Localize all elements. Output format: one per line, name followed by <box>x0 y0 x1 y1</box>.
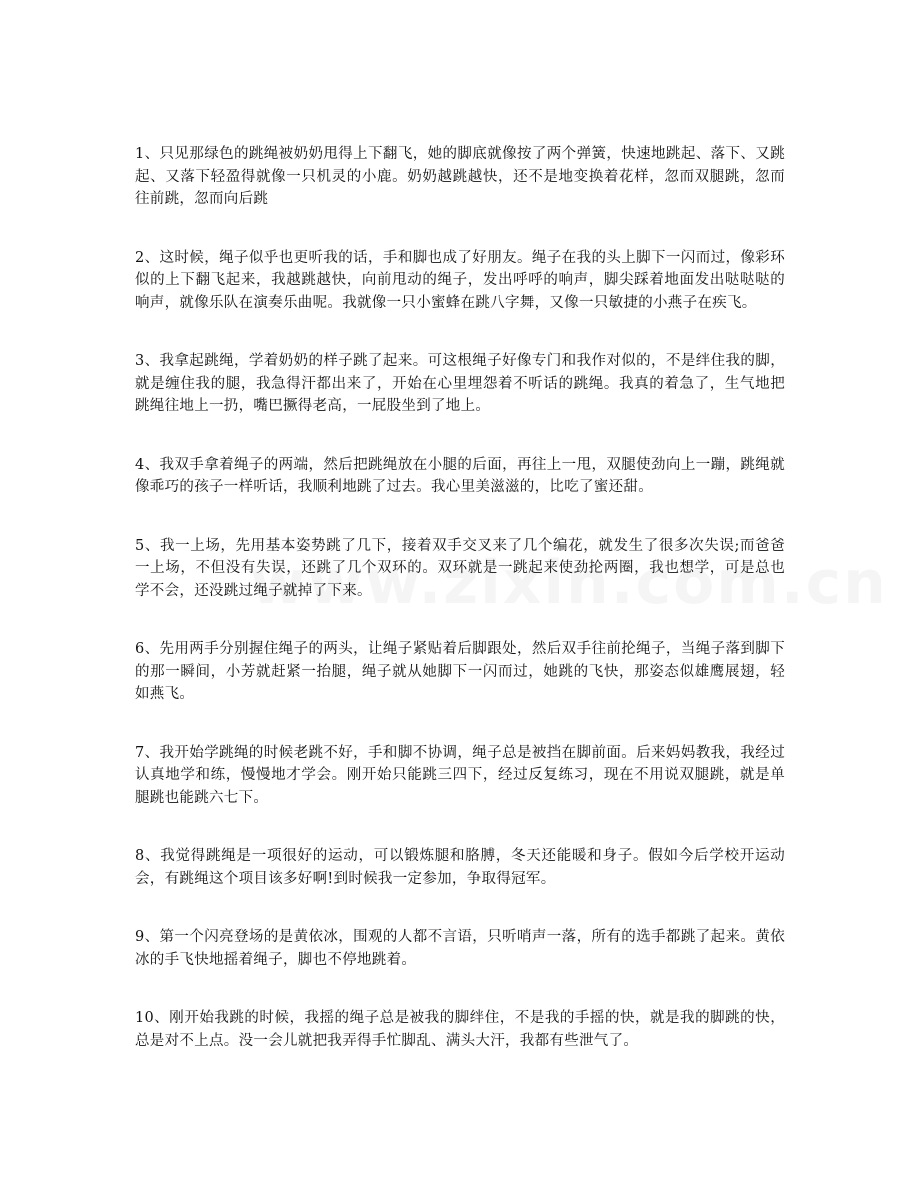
paragraph-5: 5、我一上场，先用基本姿势跳了几下，接着双手交叉来了几个编花，就发生了很多次失误;而爸爸一上场，不但没有失误，还跳了几个双环的。双环就是一跳起来使劲抡两圈，我也想学，可是总也学不会，还没跳过绳子就掉了下来。 <box>135 537 785 599</box>
paragraph-10: 10、刚开始我跳的时候，我摇的绳子总是被我的脚绊住，不是我的手摇的快，就是我的脚跳的快，总是对不上点。没一会儿就把我弄得手忙脚乱、满头大汗，我都有些泄气了。 <box>135 1010 785 1049</box>
paragraph-3: 3、我拿起跳绳，学着奶奶的样子跳了起来。可这根绳子好像专门和我作对似的，不是绊住我的脚，就是缠住我的腿，我急得汗都出来了，开始在心里埋怨着不听话的跳绳。我真的着急了，生气地把跳绳往地上一扔，嘴巴撅得老高，一屁股坐到了地上。 <box>135 353 785 414</box>
paragraph-9: 9、第一个闪亮登场的是黄依冰，围观的人都不言语，只听哨声一落，所有的选手都跳了起来。黄依冰的手飞快地摇着绳子，脚也不停地跳着。 <box>135 929 785 968</box>
paragraph-2: 2、这时候，绳子似乎也更听我的话，手和脚也成了好朋友。绳子在我的头上脚下一闪而过，像彩环似的上下翻飞起来，我越跳越快，向前甩动的绳子，发出呼呼的响声，脚尖踩着地面发出哒哒哒的响声，就像乐队在演奏乐曲呢。我就像一只小蜜蜂在跳八字舞，又像一只敏捷的小燕子在疾飞。 <box>135 249 785 311</box>
paragraph-7: 7、我开始学跳绳的时候老跳不好，手和脚不协调，绳子总是被挡在脚前面。后来妈妈教我，我经过认真地学和练，慢慢地才学会。刚开始只能跳三四下，经过反复练习，现在不用说双腿跳，就是单腿跳也能跳六七下。 <box>135 744 785 806</box>
paragraph-6: 6、先用两手分别握住绳子的两头，让绳子紧贴着后脚跟处，然后双手往前抡绳子，当绳子落到脚下的那一瞬间，小芳就赶紧一抬腿，绳子就从她脚下一闪而过，她跳的飞快，那姿态似雄鹰展翅，轻如燕飞。 <box>135 641 785 702</box>
document-body <box>135 143 785 1088</box>
paragraph-1: 1、只见那绿色的跳绳被奶奶甩得上下翻飞，她的脚底就像按了两个弹簧，快速地跳起、落下、又跳起、又落下轻盈得就像一只机灵的小鹿。奶奶越跳越快，还不是地变换着花样，忽而双腿跳，忽而往前跳，忽而向后跳 <box>135 146 785 207</box>
paragraph-8: 8、我觉得跳绳是一项很好的运动，可以锻炼腿和胳膊，冬天还能暖和身子。假如今后学校开运动会，有跳绳这个项目该多好啊!到时候我一定参加，争取得冠军。 <box>135 848 785 887</box>
paragraph-4: 4、我双手拿着绳子的两端，然后把跳绳放在小腿的后面，再往上一甩，双腿使劲向上一蹦，跳绳就像乖巧的孩子一样听话，我顺利地跳了过去。我心里美滋滋的，比吃了蜜还甜。 <box>135 456 785 495</box>
